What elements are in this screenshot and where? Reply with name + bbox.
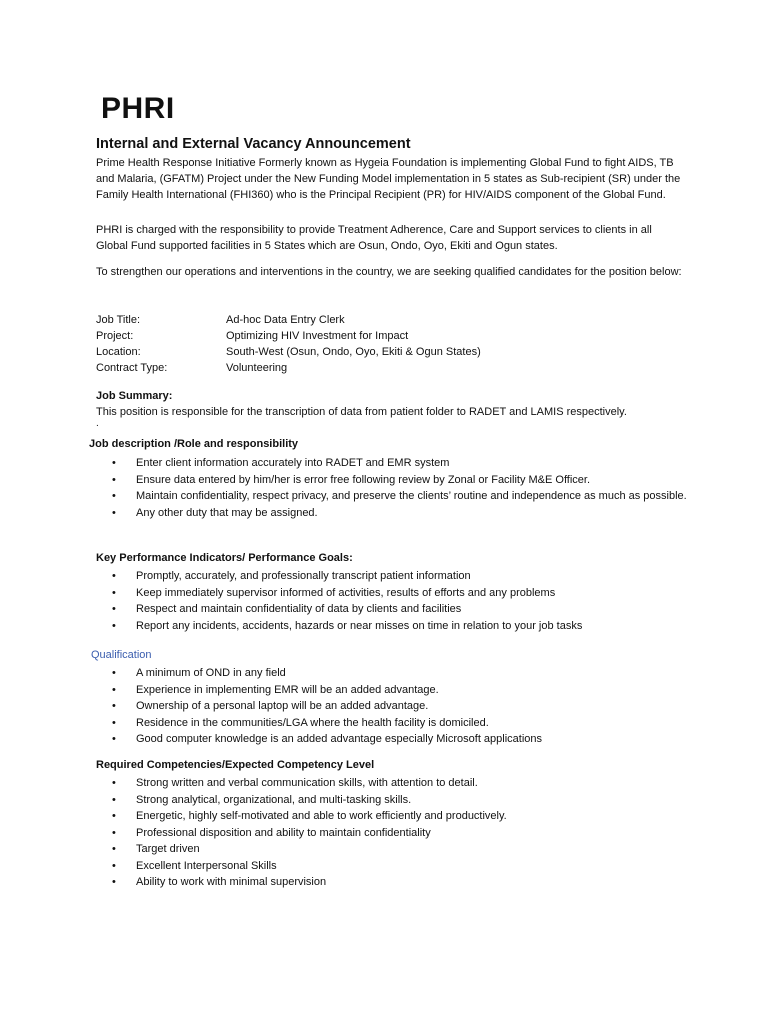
list-item: • Strong written and verbal communication skills, with attention to detail. (112, 775, 687, 792)
job-detail-label: Location: (96, 346, 141, 358)
job-summary-text: This position is responsible for the transcription of data from patient folder to RADET and LAMIS respectively. (96, 406, 627, 418)
list-item: • Ability to work with minimal supervision (112, 874, 687, 891)
intro-paragraph-2: PHRI is charged with the responsibility to provide Treatment Adherence, Care and Support services to clients in all Global Fund supported facilities in 5 States which are Osun, Ondo, Oyo, Ekiti and Ogun states. (96, 224, 652, 252)
list-item: • Any other duty that may be assigned. (112, 505, 687, 522)
list-item: • A minimum of OND in any field (112, 665, 687, 682)
list-item: • Excellent Interpersonal Skills (112, 858, 687, 875)
job-description-list (112, 455, 687, 521)
competencies-heading: Required Competencies/Expected Competency Level (96, 759, 375, 771)
job-detail-value: South-West (Osun, Ondo, Oyo, Ekiti & Ogun States) (226, 346, 481, 358)
list-item: • Target driven (112, 841, 687, 858)
list-item: • Keep immediately supervisor informed of activities, results of efforts and any problems (112, 585, 687, 602)
job-detail-value: Optimizing HIV Investment for Impact (226, 330, 409, 342)
job-detail-value: Ad-hoc Data Entry Clerk (226, 314, 345, 326)
list-item: • Enter client information accurately into RADET and EMR system (112, 455, 687, 472)
intro-paragraph-3: To strengthen our operations and interventions in the country, we are seeking qualified candidates for the position below: (96, 266, 682, 278)
list-item: • Ownership of a personal laptop will be an added advantage. (112, 698, 687, 715)
job-detail-value: Volunteering (226, 362, 288, 374)
job-detail-row (96, 344, 481, 360)
list-item: • Ensure data entered by him/her is error free following review by Zonal or Facility M&E Officer. (112, 472, 687, 489)
list-item: • Promptly, accurately, and professionally transcript patient information (112, 568, 687, 585)
competencies-list (112, 775, 687, 891)
job-details-table (96, 312, 481, 376)
page-title: PHRI (101, 92, 175, 125)
list-item: • Residence in the communities/LGA where the health facility is domiciled. (112, 715, 687, 732)
job-detail-row (96, 360, 481, 376)
announcement-subtitle: Internal and External Vacancy Announcement (96, 136, 411, 152)
list-item: • Good computer knowledge is an added advantage especially Microsoft applications (112, 731, 687, 748)
job-detail-label: Job Title: (96, 314, 141, 326)
qualification-heading: Qualification (91, 649, 152, 661)
list-item: • Respect and maintain confidentiality of data by clients and facilities (112, 601, 687, 618)
kpi-heading: Key Performance Indicators/ Performance Goals: (96, 552, 353, 564)
stray-dot: . (96, 418, 99, 429)
job-detail-row (96, 328, 481, 344)
list-item: • Maintain confidentiality, respect privacy, and preserve the clients’ routine and independence as much as possible. (112, 488, 687, 505)
job-detail-row (96, 312, 481, 328)
job-detail-label: Contract Type: (96, 362, 168, 374)
qualification-list (112, 665, 687, 748)
list-item: • Strong analytical, organizational, and multi-tasking skills. (112, 792, 687, 809)
job-detail-label: Project: (96, 330, 134, 342)
job-description-heading: Job description /Role and responsibility (89, 438, 299, 450)
kpi-list (112, 568, 687, 634)
list-item: • Experience in implementing EMR will be an added advantage. (112, 682, 687, 699)
list-item: • Energetic, highly self-motivated and able to work efficiently and productively. (112, 808, 687, 825)
list-item: • Professional disposition and ability to maintain confidentiality (112, 825, 687, 842)
intro-paragraph-1: Prime Health Response Initiative Formerly known as Hygeia Foundation is implementing Global Fund to fight AIDS, TB and Malaria, (GFATM) Project under the New Funding Model implementation in 5 states as Sub-recipient (SR) under the Family Health International (FHI360) who is the Principal Recipient (PR) for HIV/AIDS component of the Global Fund. (96, 157, 681, 201)
list-item: • Report any incidents, accidents, hazards or near misses on time in relation to your job tasks (112, 618, 687, 635)
job-summary-heading: Job Summary: (96, 390, 173, 402)
